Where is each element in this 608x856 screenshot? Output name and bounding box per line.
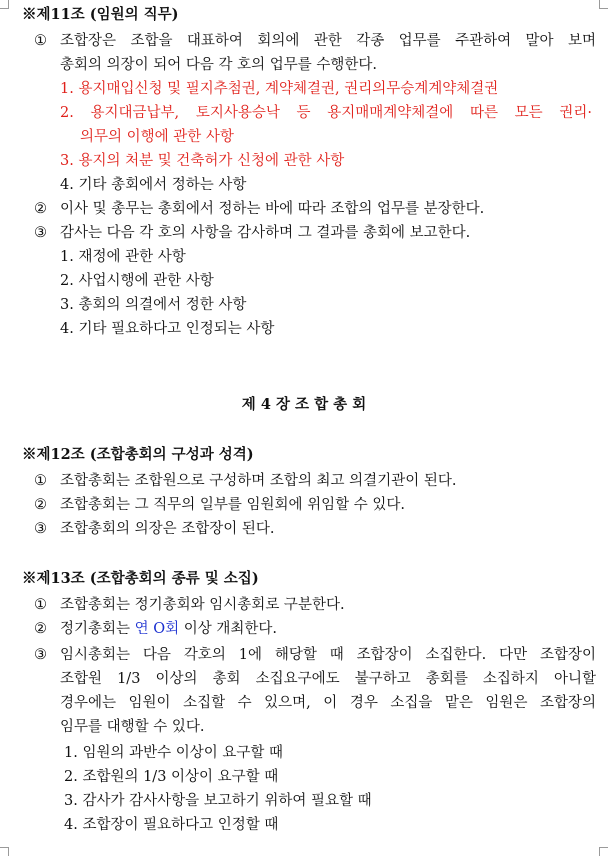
- paragraph-number: ①: [34, 33, 47, 49]
- article-11-item-4: 4. 기타 총회에서 정하는 사항: [60, 177, 247, 193]
- article-13-p3-item-2: 2. 조합원의 1/3 이상이 요구할 때: [64, 769, 279, 785]
- article-11-paragraph-2: 이사 및 총무는 총회에서 정하는 바에 따라 조합의 업무를 분장한다.: [60, 201, 485, 217]
- meeting-frequency-value: 연 O회: [134, 621, 180, 637]
- crop-mark-top-right: [599, 0, 608, 9]
- paragraph-number: ③: [34, 647, 47, 663]
- article-11-paragraph-1-line-1: 조합장은 조합을 대표하여 회의에 관한 각종 업무를 주관하여 말아 보며: [60, 33, 596, 49]
- article-13-paragraph-3-line-3: 경우에는 임원이 소집할 수 있으며, 이 경우 소집을 맡은 임원은 조합장의: [60, 695, 596, 711]
- article-13-p3-item-3: 3. 감사가 감사사항을 보고하기 위하여 필요할 때: [64, 793, 372, 809]
- paragraph-number: ③: [34, 521, 47, 537]
- article-11-p3-item-3: 3. 총회의 의결에서 정한 사항: [60, 297, 247, 313]
- article-13-paragraph-2: [60, 618, 277, 640]
- article-11-item-3: 3. 용지의 처분 및 건축허가 신청에 관한 사항: [60, 153, 345, 169]
- article-13-paragraph-3-line-2: 조합원 1/3 이상의 총회 소집요구에도 불구하고 총회를 소집하지 아니할: [60, 671, 596, 687]
- paragraph-number: ②: [34, 201, 47, 217]
- crop-mark-bottom-left: [0, 847, 9, 856]
- article-11-p3-item-1: 1. 재정에 관한 사항: [60, 249, 186, 265]
- article-11-item-2-continuation: 의무의 이행에 관한 사항: [80, 129, 234, 145]
- crop-mark-top-left: [0, 0, 9, 9]
- article-12-heading: ※제12조 (조합총회의 구성과 성격): [22, 446, 254, 463]
- article-11-item-1: 1. 용지매입신청 및 필지추첨권, 계약체결권, 권리의무승계계약체결권: [60, 81, 499, 97]
- paragraph-number: ①: [34, 473, 47, 489]
- article-13-paragraph-2-text: 정기총회는: [60, 621, 135, 637]
- article-13-p3-item-1: 1. 임원의 과반수 이상이 요구할 때: [64, 745, 283, 761]
- paragraph-number: ②: [34, 497, 47, 513]
- paragraph-number: ①: [34, 597, 47, 613]
- article-13-heading: ※제13조 (조합총회의 종류 및 소집): [22, 570, 259, 587]
- article-11-p3-item-2: 2. 사업시행에 관한 사항: [60, 273, 214, 289]
- paragraph-number: ③: [34, 225, 47, 241]
- article-13-p3-item-4: 4. 조합장이 필요하다고 인정할 때: [64, 817, 279, 833]
- article-12-paragraph-2: 조합총회는 그 직무의 일부를 임원회에 위임할 수 있다.: [60, 497, 406, 513]
- article-11-heading: ※제11조 (임원의 직무): [22, 6, 179, 23]
- article-13-paragraph-3-line-4: 임무를 대행할 수 있다.: [60, 719, 205, 735]
- article-13-paragraph-1: 조합총회는 정기총회와 임시총회로 구분한다.: [60, 597, 345, 613]
- paragraph-number: ②: [34, 621, 47, 637]
- article-11-p3-item-4: 4. 기타 필요하다고 인정되는 사항: [60, 321, 275, 337]
- article-12-paragraph-3: 조합총회의 의장은 조합장이 된다.: [60, 521, 275, 537]
- article-11-paragraph-3: 감사는 다음 각 호의 사항을 감사하며 그 결과를 총회에 보고한다.: [60, 225, 471, 241]
- article-11-item-2: 2. 용지대금납부, 토지사용승낙 등 용지매매계약체결에 따른 모든 권리·: [60, 105, 592, 121]
- chapter-title: 제 4 장 조 합 총 회: [241, 396, 367, 413]
- article-11-paragraph-1-line-2: 총회의 의장이 되어 다음 각 호의 업무를 수행한다.: [60, 57, 378, 73]
- article-13-paragraph-3-line-1: 임시총회는 다음 각호의 1에 해당할 때 조합장이 소집한다. 다만 조합장이: [60, 647, 596, 663]
- crop-mark-bottom-right: [599, 847, 608, 856]
- article-12-paragraph-1: 조합총회는 조합원으로 구성하며 조합의 최고 의결기관이 된다.: [60, 473, 457, 489]
- article-13-paragraph-2-text-end: 이상 개최한다.: [179, 621, 278, 637]
